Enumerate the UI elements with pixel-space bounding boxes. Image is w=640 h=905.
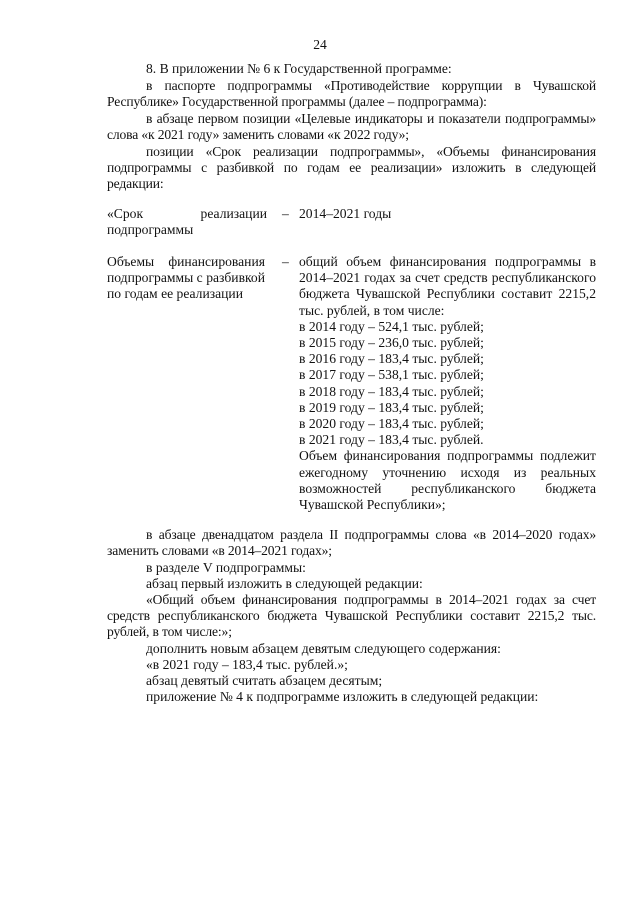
section-ii-paragraph: в абзаце двенадцатом раздела II подпрограммы слова «в 2014–2020 годах» заменить словами «в 2014–2021 годах»;	[107, 527, 596, 558]
year-item: в 2018 году – 183,4 тыс. рублей;	[299, 383, 484, 399]
year-item: в 2017 году – 538,1 тыс. рублей;	[299, 367, 484, 383]
total-funding-quote: «Общий объем финансирования подпрограммы в 2014–2021 годах за счет средств республиканского бюджета Чувашской Республики составит 2215,2 тыс. рублей, в том числе:»;	[107, 592, 596, 639]
year-item: в 2020 году – 183,4 тыс. рублей;	[299, 416, 484, 432]
term-label: «Срок реализации подпрограммы	[107, 206, 267, 237]
year-item: в 2021 году – 183,4 тыс. рублей.	[299, 432, 484, 448]
funding-value	[299, 254, 596, 513]
amendment-item: 8. В приложении № 6 к Государственной программе:	[146, 61, 452, 76]
year-item: в 2019 году – 183,4 тыс. рублей;	[299, 399, 484, 415]
funding-label: Объемы финансирования подпрограммы с разбивкой по годам ее реализации	[107, 254, 265, 301]
appendix-paragraph: приложение № 4 к подпрограмме изложить в следующей редакции:	[146, 689, 539, 704]
renumber-paragraph: абзац девятый считать абзацем десятым;	[146, 673, 383, 688]
first-paragraph-instruction: абзац первый изложить в следующей редакции:	[146, 576, 423, 591]
year-item: в 2015 году – 236,0 тыс. рублей;	[299, 335, 484, 351]
funding-intro: общий объем финансирования подпрограммы в 2014–2021 годах за счет средств республиканского бюджета Чувашской Республики составит 2215,2 тыс. рублей, в том числе:	[299, 254, 596, 318]
first-position-paragraph: в абзаце первом позиции «Целевые индикаторы и показатели подпрограммы» слова «к 2021 году» заменить словами «к 2022 году»;	[107, 111, 596, 142]
passport-paragraph: в паспорте подпрограммы «Противодействие коррупции в Чувашской Республике» Государственной программы (далее – подпрограмма):	[107, 78, 596, 109]
term-dash: –	[282, 206, 289, 221]
page-number: 24	[313, 37, 327, 52]
add-paragraph-instruction: дополнить новым абзацем девятым следующего содержания:	[146, 641, 501, 656]
section-v-paragraph: в разделе V подпрограммы:	[146, 560, 306, 575]
funding-dash: –	[282, 254, 289, 269]
term-value: 2014–2021 годы	[299, 206, 392, 221]
new-year-quote: «в 2021 году – 183,4 тыс. рублей.»;	[146, 657, 348, 672]
year-item: в 2016 году – 183,4 тыс. рублей;	[299, 351, 484, 367]
year-item: в 2014 году – 524,1 тыс. рублей;	[299, 318, 484, 334]
positions-paragraph: позиции «Срок реализации подпрограммы», «Объемы финансирования подпрограммы с разбивкой по годам ее реализации» изложить в следующей редакции:	[107, 144, 596, 191]
funding-note: Объем финансирования подпрограммы подлежит ежегодному уточнению исходя из реальных возможностей республиканского бюджета Чувашской Республики»;	[299, 448, 596, 513]
